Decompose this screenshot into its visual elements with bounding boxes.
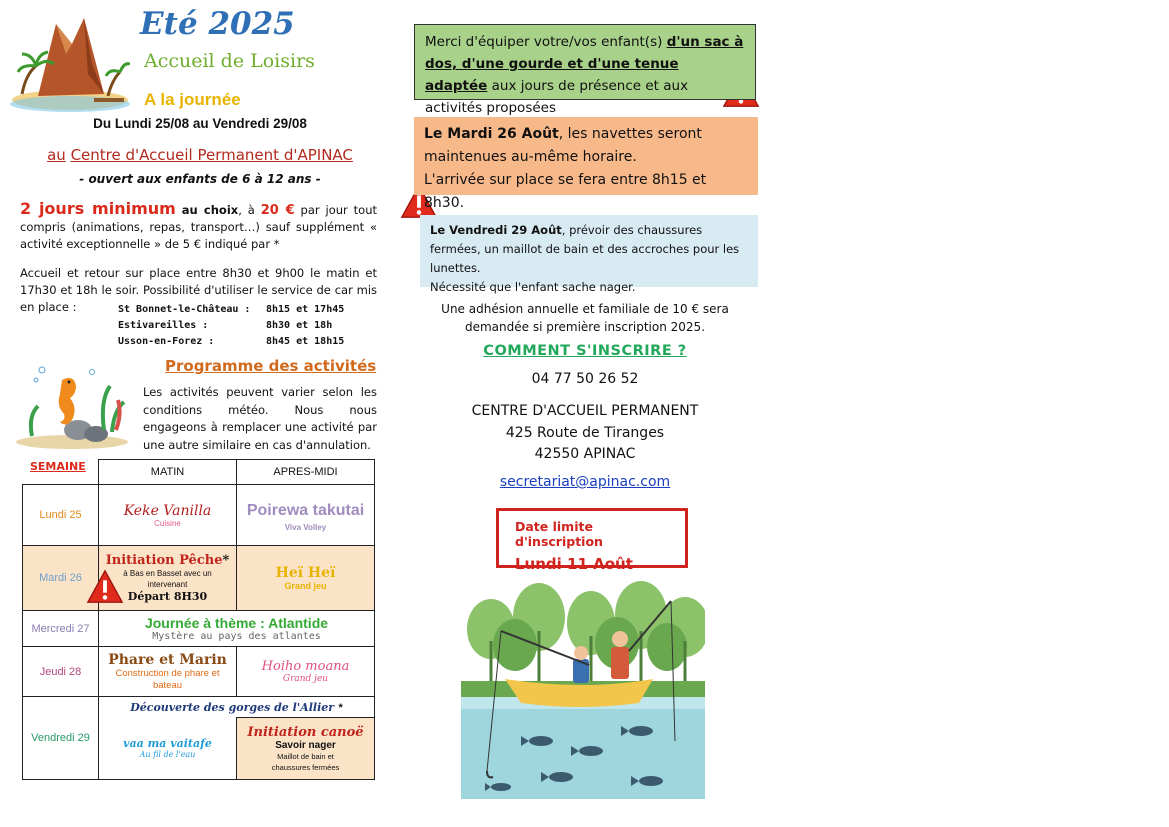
page-title: Eté 2025 <box>140 6 295 42</box>
activity-sub: Cuisine <box>154 518 181 528</box>
deadline-stamp <box>496 508 688 573</box>
programme-text: Les activités peuvent varier selon les conditions météo. Nous nous engageons à remplacer une activité par une autre similaire en cas d'annulation. <box>143 385 377 452</box>
conditions-text1: , à <box>238 203 255 217</box>
price: 20 € <box>260 203 295 218</box>
choice: au choix <box>181 203 239 217</box>
semaine-label: SEMAINE <box>30 460 86 473</box>
box1-bold: d'un sac à dos, d'une gourde et d'une tenue adaptée <box>425 34 744 94</box>
box2-bold: Le Mardi 26 Août <box>424 126 559 142</box>
day-mercredi: Mercredi 27 <box>23 611 99 647</box>
centre-name: Centre d'Accueil Permanent d'APINAC <box>70 146 353 164</box>
box1-pre: Merci d'équiper votre/vos enfant(s) <box>425 34 663 50</box>
tuesday-notice <box>414 117 758 211</box>
stop-place: Usson-en-Forez : <box>118 336 215 347</box>
activity-title-line <box>99 553 236 568</box>
stop-times: 8h45 et 18h15 <box>266 336 345 347</box>
day-vendredi: Vendredi 29 <box>23 697 99 780</box>
activity-title: Initiation canoë <box>247 724 364 740</box>
box1-post: aux jours de présence et aux activités proposées <box>425 78 689 116</box>
centre-line <box>20 146 380 164</box>
activity-title: Keke Vanilla <box>123 502 212 519</box>
activity-title: Hoiho moana <box>261 659 350 674</box>
day-lundi: Lundi 25 <box>23 485 99 546</box>
slot-lundi-matin <box>99 485 237 546</box>
ages: - ouvert aux enfants de 6 à 12 ans - <box>79 172 321 186</box>
activity-sub: Viva Volley <box>284 522 327 532</box>
col-matin: MATIN <box>99 460 237 485</box>
day-mardi: Mardi 26 <box>23 546 99 611</box>
equipment-notice <box>414 24 756 116</box>
slot-jeudi-matin <box>99 647 237 697</box>
activity-sub: à Bas en Basset avec un intervenant <box>123 569 212 589</box>
activity-extra: Départ 8H30 <box>127 590 208 603</box>
supplement-star: * <box>222 553 230 568</box>
slot-vendredi-full <box>99 697 375 718</box>
email-link[interactable]: secretariat@apinac.com <box>499 474 671 490</box>
slot-mardi-apres <box>237 546 375 611</box>
accueil-text: Accueil et retour sur place entre 8h30 et 9h00 le matin et 17h30 et 18h le soir. Possibilité d'utiliser le service de car mis en place : <box>20 266 377 314</box>
island-image <box>8 14 130 114</box>
mode-label: A la journée <box>144 90 241 109</box>
days-min: 2 jours minimum <box>20 199 176 218</box>
register-heading: COMMENT S'INSCRIRE ? <box>483 343 687 359</box>
fishing-image <box>461 581 705 799</box>
activity-title: vaa ma vaitafe <box>123 737 212 751</box>
box3-bold: Le Vendredi 29 Août <box>430 223 562 237</box>
stop-place: St Bonnet-le-Château : <box>118 304 251 315</box>
activity-title: Heï Heï <box>275 565 336 581</box>
activity-sub: Grand jeu <box>284 581 327 591</box>
slot-vendredi-matin <box>99 718 237 780</box>
box2-text2: L'arrivée sur place se fera entre 8h15 et 8h30. <box>424 172 707 211</box>
adhesion-text: Une adhésion annuelle et familiale de 10 € sera demandée si première inscription 2025. <box>441 302 729 334</box>
dates: Du Lundi 25/08 au Vendredi 29/08 <box>93 116 307 131</box>
stop-place: Estivareilles : <box>118 320 209 331</box>
friday-notice <box>420 215 758 294</box>
address-line: 425 Route de Tiranges <box>505 424 665 441</box>
activity-title: Phare et Marin <box>108 651 227 668</box>
activity-sub: Mystère au pays des atlantes <box>152 631 321 642</box>
warning-icon <box>86 568 124 606</box>
centre-prefix: au <box>47 146 66 164</box>
activity-sub: Construction de phare et bateau <box>115 667 220 691</box>
programme-title: Programme des activités <box>165 357 377 375</box>
slot-lundi-apres <box>237 485 375 546</box>
seahorse-image <box>12 360 130 450</box>
slot-mercredi-full <box>99 611 375 647</box>
slot-vendredi-apres <box>237 718 375 780</box>
col-apres: APRES-MIDI <box>237 460 375 485</box>
bus-stop <box>118 302 344 318</box>
stop-times: 8h30 et 18h <box>266 320 333 331</box>
deadline-date: Lundi 11 Août <box>515 555 633 573</box>
subtitle: Accueil de Loisirs <box>144 50 315 72</box>
slot-jeudi-apres <box>237 647 375 697</box>
bus-stop <box>118 318 344 334</box>
activity-title: Poirewa takutai <box>246 501 365 519</box>
deadline-label: Date limite d'inscription <box>515 519 603 549</box>
stop-times: 8h15 et 17h45 <box>266 304 345 315</box>
activity-title: Journée à thème : Atlantide <box>144 615 329 631</box>
day-jeudi: Jeudi 28 <box>23 647 99 697</box>
bus-schedule <box>118 302 344 350</box>
activity-title: Initiation Pêche <box>105 553 223 568</box>
conditions-text2: par jour tout compris (animations, repas, transport…) sauf supplément « activité exceptionnelle » de 5 € indiqué par * <box>20 203 378 251</box>
activity-title: Découverte des gorges de l'Allier <box>130 701 335 714</box>
activity-sub: Grand jeu <box>282 674 329 684</box>
activity-sub: Savoir nager <box>275 739 336 751</box>
activities-table <box>22 459 375 780</box>
box2-text: , les navettes seront maintenues au-même horaire. <box>424 126 702 165</box>
conditions <box>20 200 377 253</box>
address <box>430 401 740 466</box>
phone-number: 04 77 50 26 52 <box>531 371 639 387</box>
bus-stop <box>118 334 344 350</box>
activity-sub: Au fil de l'eau <box>139 750 196 760</box>
address-line: 42550 APINAC <box>534 446 636 462</box>
supplement-star: * <box>338 702 343 714</box>
address-line: CENTRE D'ACCUEIL PERMANENT <box>471 403 699 419</box>
box3-text2: Nécessité que l'enfant sache nager. <box>430 280 636 294</box>
activity-note: Maillot de bain et chaussures fermées <box>271 751 340 772</box>
box3-text: , prévoir des chaussures fermées, un maillot de bain et des accroches pour les lunettes. <box>430 223 740 275</box>
